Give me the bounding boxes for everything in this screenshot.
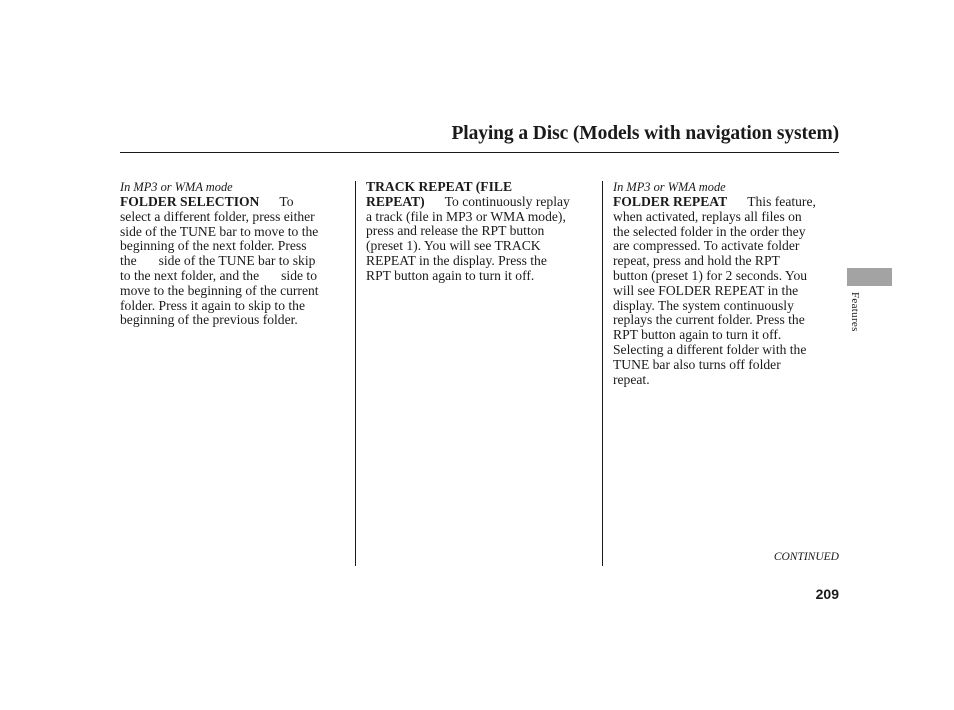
body-text: are compressed. To activate folder — [613, 238, 800, 254]
body-text: side of the TUNE bar to move to the — [120, 223, 319, 239]
body-text: move to the beginning of the current — [120, 282, 319, 298]
body-text: beginning of the next folder. Press — [120, 238, 307, 254]
section-tab-label: Features — [849, 292, 861, 332]
body-text: To — [279, 194, 294, 209]
body-text: will see FOLDER REPEAT in the — [613, 282, 799, 298]
body-text: REPEAT in the display. Press the — [366, 252, 547, 268]
body-text: press and release the RPT button — [366, 223, 545, 239]
folder-repeat-section — [613, 180, 840, 387]
body-text: select a different folder, press either — [120, 208, 315, 224]
body-text: a track (file in MP3 or WMA mode), — [366, 208, 566, 224]
body-text: beginning of the previous folder. — [120, 312, 298, 328]
body-text: replays the current folder. Press the — [613, 312, 805, 328]
page-number: 209 — [815, 586, 839, 602]
section-heading: TRACK REPEAT (FILE — [366, 179, 513, 194]
body-text: RPT button again to turn it off. — [366, 267, 535, 283]
body-text: display. The system continuously — [613, 297, 794, 313]
page-title: Playing a Disc (Models with navigation system) — [451, 123, 839, 144]
body-text: Selecting a different folder with the — [613, 341, 807, 357]
column-divider — [602, 181, 603, 566]
body-text: repeat, press and hold the RPT — [613, 253, 780, 269]
section-heading-cont: REPEAT) — [366, 193, 425, 209]
title-divider — [120, 152, 839, 153]
mode-note: In MP3 or WMA mode — [613, 180, 726, 194]
body-text: when activated, replays all files on — [613, 208, 802, 224]
body-text: RPT button again to turn it off. — [613, 327, 782, 343]
body-text: side of the TUNE bar to skip — [158, 253, 316, 269]
folder-selection-section — [120, 180, 346, 328]
column-divider — [355, 181, 356, 566]
body-text: TUNE bar also turns off folder — [613, 356, 781, 372]
body-text: the selected folder in the order they — [613, 223, 806, 239]
mode-note: In MP3 or WMA mode — [120, 180, 233, 194]
body-text: (preset 1). You will see TRACK — [366, 238, 541, 254]
body-text: to the next folder, and the — [120, 267, 260, 283]
body-text: button (preset 1) for 2 seconds. You — [613, 267, 808, 283]
track-repeat-section — [366, 180, 596, 284]
continued-note: CONTINUED — [773, 551, 839, 563]
body-text: This feature, — [747, 194, 816, 209]
body-text: folder. Press it again to skip to the — [120, 297, 306, 313]
section-heading: FOLDER REPEAT — [613, 194, 728, 209]
body-text: To continuously replay — [444, 193, 570, 209]
section-heading: FOLDER SELECTION — [120, 194, 260, 209]
body-text: side to — [281, 267, 317, 283]
body-text: repeat. — [613, 371, 650, 387]
body-text: the — [120, 253, 137, 269]
section-tab — [847, 268, 892, 286]
